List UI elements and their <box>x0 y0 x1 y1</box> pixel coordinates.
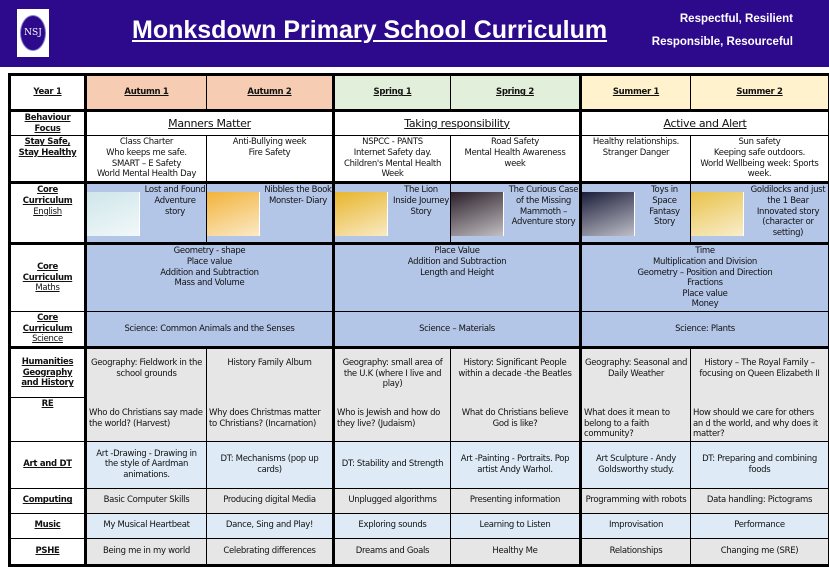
maths-autumn <box>86 244 334 312</box>
stay-safe-summer-2 <box>691 136 829 183</box>
maths-topic: Geometry - shape <box>89 246 330 257</box>
term-spring-1: Spring 1 <box>334 75 451 111</box>
maths-topic: Place value <box>89 257 330 268</box>
row-label: RE <box>10 398 86 442</box>
row-label: Behaviour Focus <box>10 111 86 136</box>
book-cover-image <box>87 192 140 236</box>
re-topic: Why does Christmas matter to Christians? (Incarnation) <box>209 402 330 429</box>
header-banner <box>0 0 829 67</box>
stay-safe-autumn-1 <box>86 136 207 183</box>
english-summer-2 <box>691 183 829 244</box>
music-autumn-2: Dance, Sing and Play! <box>207 513 334 538</box>
row-label: PSHE <box>10 538 86 565</box>
art-row <box>10 441 829 488</box>
art-autumn-1: Art -Drawing - Drawing in the style of Aardman animations. <box>86 441 207 488</box>
term-summer-1: Summer 1 <box>581 75 691 111</box>
row-label: Core Curriculum Maths <box>10 244 86 312</box>
term-autumn-2: Autumn 2 <box>207 75 334 111</box>
maths-topic: Place Value <box>337 246 577 257</box>
art-summer-1: Art Sculpture - Andy Goldsworthy study. <box>581 441 691 488</box>
computing-spring-1: Unplugged algorithms <box>334 488 451 513</box>
pshe-row <box>10 538 829 565</box>
computing-summer-2: Data handling: Pictograms <box>691 488 829 513</box>
stay-safe-item: World Wellbeing week: Sports week. <box>693 159 826 180</box>
humanities-topic: History Family Album <box>209 350 330 402</box>
book-cover-image <box>207 192 260 236</box>
stay-safe-item: Stranger Danger <box>584 148 688 159</box>
pshe-summer-2: Changing me (SRE) <box>691 538 829 565</box>
humanities-re-spring-2 <box>451 347 581 441</box>
maths-topic: Multiplication and Division <box>584 257 826 268</box>
humanities-re-spring-1 <box>334 347 451 441</box>
stay-safe-row <box>10 136 829 183</box>
row-label: Computing <box>10 488 86 513</box>
stay-safe-spring-2 <box>451 136 581 183</box>
row-label: Core Curriculum English <box>10 183 86 244</box>
stay-safe-autumn-2 <box>207 136 334 183</box>
re-topic: Who is Jewish and how do they live? (Judaism) <box>337 402 448 429</box>
re-topic: What do Christians believe God is like? <box>453 402 577 429</box>
music-row <box>10 513 829 538</box>
english-autumn-1 <box>86 183 207 244</box>
music-summer-1: Improvisation <box>581 513 691 538</box>
stay-safe-item: Mental Health Awareness week <box>453 148 577 169</box>
stay-safe-item: Fire Safety <box>209 148 330 159</box>
book-title: Goldilocks and just the 1 Bear Innovated story (character or setting) <box>748 184 828 238</box>
art-autumn-2: DT: Mechanisms (pop up cards) <box>207 441 334 488</box>
humanities-re-autumn-1 <box>86 347 207 441</box>
stay-safe-item: Keeping safe outdoors. <box>693 148 826 159</box>
science-spring: Science – Materials <box>334 312 581 348</box>
motto-line-1: Respectful, Resilient <box>680 13 793 25</box>
music-autumn-1: My Musical Heartbeat <box>86 513 207 538</box>
pshe-autumn-2: Celebrating differences <box>207 538 334 565</box>
english-spring-1 <box>334 183 451 244</box>
science-autumn: Science: Common Animals and the Senses <box>86 312 334 348</box>
stay-safe-spring-1 <box>334 136 451 183</box>
english-summer-1 <box>581 183 691 244</box>
computing-summer-1: Programming with robots <box>581 488 691 513</box>
logo-emblem-icon: NSJ <box>20 15 46 51</box>
pshe-spring-1: Dreams and Goals <box>334 538 451 565</box>
music-spring-2: Learning to Listen <box>451 513 581 538</box>
science-row <box>10 312 829 348</box>
maths-topic: Geometry – Position and Direction <box>584 268 826 279</box>
motto-line-2: Responsible, Resourceful <box>652 36 793 48</box>
art-summer-2: DT: Preparing and combining foods <box>691 441 829 488</box>
term-summer-2: Summer 2 <box>691 75 829 111</box>
maths-topic: Mass and Volume <box>89 278 330 289</box>
maths-topic: Addition and Subtraction <box>337 257 577 268</box>
school-logo <box>17 9 49 57</box>
book-title: Lost and Found Adventure story <box>144 184 206 217</box>
stay-safe-item: Who keeps me safe. <box>89 148 204 159</box>
stay-safe-item: SMART – E Safety <box>89 159 204 170</box>
art-spring-2: Art -Painting - Portraits. Pop artist Andy Warhol. <box>451 441 581 488</box>
stay-safe-item: World Mental Health Day <box>89 169 204 180</box>
english-row <box>10 183 829 244</box>
row-label: Core Curriculum Science <box>10 312 86 348</box>
humanities-topic: Geography: small area of the U.K (where I live and play) <box>337 350 448 402</box>
term-spring-2: Spring 2 <box>451 75 581 111</box>
stay-safe-item: Class Charter <box>89 137 204 148</box>
behaviour-row <box>10 111 829 136</box>
maths-topic: Time <box>584 246 826 257</box>
re-topic: What does it mean to belong to a faith community? <box>584 402 688 440</box>
re-topic: Who do Christians say made the world? (Harvest) <box>89 402 204 429</box>
book-title: The Curious Case of the Missing Mammoth – Adventure story <box>508 184 579 228</box>
term-autumn-1: Autumn 1 <box>86 75 207 111</box>
book-title: Nibbles the Book Monster- Diary <box>264 184 332 206</box>
stay-safe-item: Children's Mental Health Week <box>337 159 448 180</box>
book-cover-image <box>582 192 635 236</box>
stay-safe-item: Internet Safety day. <box>337 148 448 159</box>
stay-safe-item: Anti-Bullying week <box>209 137 330 148</box>
year-label: Year 1 <box>10 75 86 111</box>
english-autumn-2 <box>207 183 334 244</box>
maths-summer <box>581 244 829 312</box>
behaviour-spring: Taking responsibility <box>334 111 581 136</box>
maths-topic: Money <box>584 299 826 310</box>
humanities-re-summer-2 <box>691 347 829 441</box>
computing-autumn-1: Basic Computer Skills <box>86 488 207 513</box>
maths-topic: Addition and Subtraction <box>89 268 330 279</box>
stay-safe-item: Road Safety <box>453 137 577 148</box>
stay-safe-item: Healthy relationships. <box>584 137 688 148</box>
art-spring-1: DT: Stability and Strength <box>334 441 451 488</box>
row-label: Art and DT <box>10 441 86 488</box>
music-spring-1: Exploring sounds <box>334 513 451 538</box>
maths-spring <box>334 244 581 312</box>
humanities-topic: History: Significant People within a decade -the Beatles <box>453 350 577 402</box>
book-title: Toys in Space Fantasy Story <box>639 184 690 228</box>
book-cover-image <box>451 192 504 236</box>
term-header-row <box>10 75 829 111</box>
page-title: Monksdown Primary School Curriculum <box>132 16 607 45</box>
pshe-summer-1: Relationships <box>581 538 691 565</box>
row-label: Humanities Geography and History <box>10 347 86 397</box>
row-label: Stay Safe, Stay Healthy <box>10 136 86 183</box>
stay-safe-item: NSPCC - PANTS <box>337 137 448 148</box>
row-label: Music <box>10 513 86 538</box>
english-spring-2 <box>451 183 581 244</box>
computing-autumn-2: Producing digital Media <box>207 488 334 513</box>
re-topic: How should we care for others an d the world, and why does it matter? <box>693 402 826 440</box>
science-summer: Science: Plants <box>581 312 829 348</box>
pshe-autumn-1: Being me in my world <box>86 538 207 565</box>
stay-safe-item: Sun safety <box>693 137 826 148</box>
maths-topic: Place value <box>584 289 826 300</box>
book-cover-image <box>335 192 388 236</box>
humanities-topic: History – The Royal Family – focusing on Queen Elizabeth II <box>693 350 826 402</box>
humanities-re-summer-1 <box>581 347 691 441</box>
maths-row <box>10 244 829 312</box>
pshe-spring-2: Healthy Me <box>451 538 581 565</box>
computing-spring-2: Presenting information <box>451 488 581 513</box>
humanities-re-autumn-2 <box>207 347 334 441</box>
maths-topic: Length and Height <box>337 268 577 279</box>
humanities-topic: Geography: Seasonal and Daily Weather <box>584 350 688 402</box>
stay-safe-summer-1 <box>581 136 691 183</box>
computing-row <box>10 488 829 513</box>
behaviour-autumn: Manners Matter <box>86 111 334 136</box>
curriculum-table <box>8 73 829 567</box>
book-title: The Lion Inside Journey Story <box>392 184 450 217</box>
behaviour-summer: Active and Alert <box>581 111 829 136</box>
humanities-topic: Geography: Fieldwork in the school grounds <box>89 350 204 402</box>
maths-topic: Fractions <box>584 278 826 289</box>
music-summer-2: Performance <box>691 513 829 538</box>
book-cover-image <box>691 192 744 236</box>
humanities-row <box>10 347 829 397</box>
